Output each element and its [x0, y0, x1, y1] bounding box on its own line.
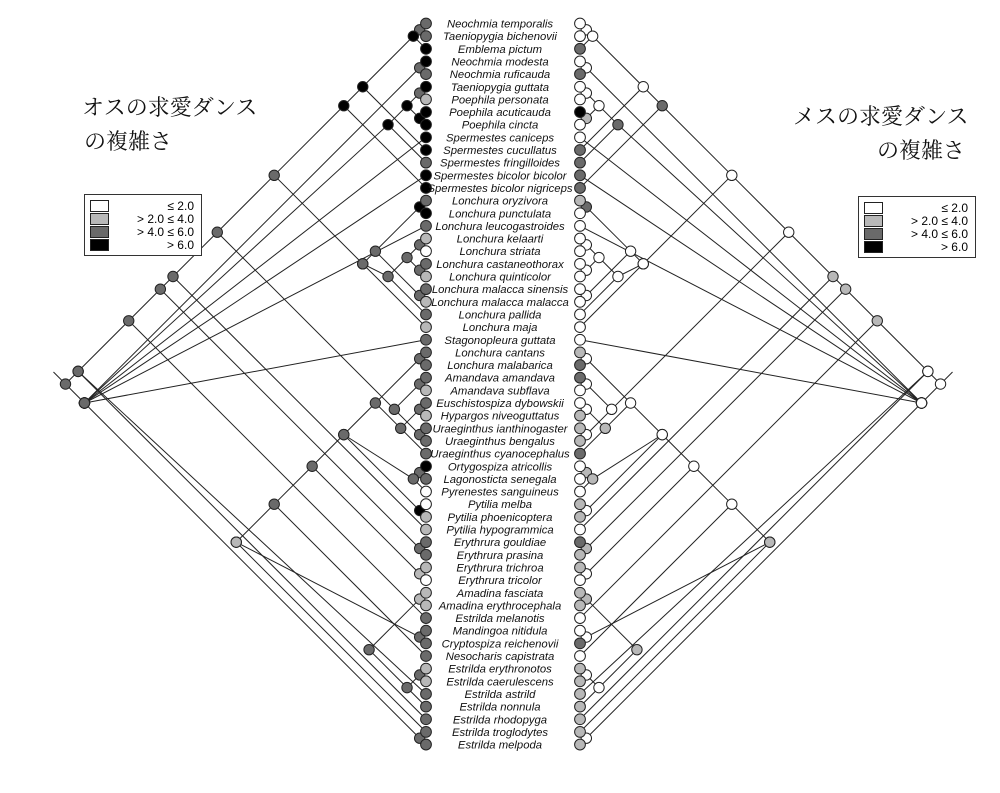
- female-leaf-node: [575, 157, 586, 168]
- male-leaf-node: [421, 587, 432, 598]
- female-leaf-node: [575, 195, 586, 206]
- female-internal-node: [632, 644, 642, 654]
- female-internal-node: [594, 101, 604, 111]
- male-branch: [274, 106, 344, 176]
- female-internal-node: [625, 398, 635, 408]
- species-label: Mandingoa nitidula: [452, 625, 548, 638]
- male-leaf-node: [421, 195, 432, 206]
- male-leaf-node: [421, 334, 432, 345]
- female-internal-node: [784, 227, 794, 237]
- male-title: [82, 92, 257, 160]
- female-leaf-node: [575, 233, 586, 244]
- male-internal-node: [60, 379, 70, 389]
- male-branch: [236, 542, 419, 637]
- species-label: Estrilda nonnula: [459, 701, 541, 714]
- legend-row: [90, 199, 194, 212]
- male-internal-node: [402, 101, 412, 111]
- female-internal-node: [923, 366, 933, 376]
- species-label: Lonchura striata: [459, 246, 541, 259]
- male-branch: [78, 371, 426, 719]
- male-branch: [129, 321, 426, 618]
- legend-row: [864, 214, 968, 227]
- male-internal-node: [269, 170, 279, 180]
- male-leaf-node: [421, 296, 432, 307]
- female-leaf-node: [575, 549, 586, 560]
- female-leaf-node: [575, 31, 586, 42]
- species-label: Poephila cincta: [461, 119, 539, 132]
- female-internal-node: [765, 537, 775, 547]
- female-branch: [877, 321, 928, 372]
- male-branch: [217, 175, 274, 232]
- female-leaf-node: [575, 385, 586, 396]
- male-leaf-node: [421, 271, 432, 282]
- male-branch: [129, 289, 161, 321]
- male-leaf-node: [421, 727, 432, 738]
- female-branch: [580, 371, 928, 719]
- legend-swatch: [864, 228, 883, 240]
- female-branch: [846, 289, 878, 321]
- male-branch: [312, 435, 344, 467]
- male-title-line-2: の複雑さ: [84, 130, 173, 155]
- female-internal-node: [657, 101, 667, 111]
- female-leaf-node: [575, 600, 586, 611]
- male-internal-node: [408, 31, 418, 41]
- female-leaf-node: [575, 296, 586, 307]
- male-leaf-node: [421, 322, 432, 333]
- legend-row: [864, 201, 968, 214]
- species-label: Poephila personata: [451, 94, 549, 107]
- male-branch: [375, 207, 419, 251]
- species-label: Lonchura oryzivora: [451, 195, 549, 208]
- species-label: Estrilda troglodytes: [451, 726, 549, 739]
- female-leaf-node: [575, 638, 586, 649]
- female-internal-node: [613, 120, 623, 130]
- female-leaf-node: [575, 183, 586, 194]
- female-internal-node: [916, 398, 926, 408]
- male-leaf-node: [421, 486, 432, 497]
- legend-label: ≤ 2.0: [941, 200, 968, 215]
- species-label: Neochmia temporalis: [446, 18, 554, 31]
- species-label: Estrilda erythronotos: [448, 663, 552, 676]
- species-label: Lonchura malacca malacca: [431, 296, 569, 309]
- female-leaf-node: [575, 284, 586, 295]
- female-leaf-node: [575, 436, 586, 447]
- female-branch: [586, 207, 630, 251]
- female-leaf-node: [575, 81, 586, 92]
- male-leaf-node: [421, 549, 432, 560]
- male-internal-node: [155, 284, 165, 294]
- female-leaf-node: [575, 56, 586, 67]
- male-leaf-node: [421, 461, 432, 472]
- male-internal-node: [370, 398, 380, 408]
- female-internal-node: [587, 31, 597, 41]
- legend-label: > 6.0: [940, 239, 968, 254]
- female-leaf-node: [575, 170, 586, 181]
- species-label: Taeniopygia bichenovii: [443, 31, 557, 44]
- female-leaf-node: [575, 94, 586, 105]
- species-label: Amandava subflava: [450, 385, 550, 398]
- species-label: Spermestes bicolor bicolor: [433, 170, 567, 183]
- female-internal-node: [689, 461, 699, 471]
- species-label: Lonchura quinticolor: [449, 271, 551, 284]
- female-leaf-node: [575, 537, 586, 548]
- female-leaf-node: [575, 613, 586, 624]
- female-leaf-node: [575, 524, 586, 535]
- female-leaf-node: [575, 474, 586, 485]
- species-label: Euschistospiza dybowskii: [436, 398, 564, 410]
- male-leaf-node: [421, 600, 432, 611]
- female-internal-node: [587, 474, 597, 484]
- legend-label: > 2.0 ≤ 4.0: [911, 213, 968, 228]
- legend-row: [90, 212, 194, 225]
- male-branch: [344, 435, 414, 479]
- female-leaf-node: [575, 43, 586, 54]
- species-label: Lonchura pallida: [458, 309, 542, 322]
- male-leaf-node: [421, 360, 432, 371]
- female-leaf-node: [575, 461, 586, 472]
- species-label: Stagonopleura guttata: [444, 334, 556, 347]
- male-leaf-node: [421, 107, 432, 118]
- female-branch: [580, 340, 922, 403]
- female-branch: [580, 321, 877, 618]
- male-leaf-node: [421, 31, 432, 42]
- male-leaf-node: [421, 625, 432, 636]
- legend-swatch: [90, 239, 109, 251]
- female-branch: [789, 232, 833, 276]
- female-leaf-node: [575, 309, 586, 320]
- legend-row: [864, 240, 968, 253]
- female-title-line-1: メスの求愛ダンス: [793, 105, 969, 130]
- female-internal-node: [638, 259, 648, 269]
- male-branch: [78, 321, 129, 372]
- male-leaf-node: [421, 43, 432, 54]
- male-legend: [84, 194, 202, 256]
- species-label: Lonchura kelaarti: [456, 233, 544, 246]
- female-leaf-node: [575, 625, 586, 636]
- female-leaf-node: [575, 739, 586, 750]
- male-internal-node: [307, 461, 317, 471]
- male-branch: [363, 36, 414, 87]
- species-label: Amadina fasciata: [456, 587, 544, 600]
- male-leaf-node: [421, 221, 432, 232]
- female-leaf-node: [575, 322, 586, 333]
- male-internal-node: [124, 316, 134, 326]
- male-leaf-node: [421, 284, 432, 295]
- legend-label: ≤ 2.0: [167, 198, 194, 213]
- male-title-line-1: オスの求愛ダンス: [82, 96, 258, 121]
- legend-swatch: [864, 215, 883, 227]
- species-label: Lonchura leucogastroides: [435, 220, 565, 233]
- species-label: Estrilda caerulescens: [446, 676, 554, 689]
- male-leaf-node: [421, 94, 432, 105]
- male-internal-node: [408, 474, 418, 484]
- male-branch: [344, 435, 420, 511]
- male-leaf-node: [421, 511, 432, 522]
- female-branch: [631, 403, 663, 435]
- female-branch: [593, 36, 644, 87]
- female-internal-node: [840, 284, 850, 294]
- female-leaf-node: [575, 372, 586, 383]
- female-leaf-node: [575, 689, 586, 700]
- male-internal-node: [358, 82, 368, 92]
- female-internal-node: [638, 82, 648, 92]
- species-label: Amandava amandava: [445, 372, 555, 385]
- male-internal-node: [269, 499, 279, 509]
- species-label: Uraeginthus bengalus: [445, 435, 555, 448]
- male-internal-node: [168, 271, 178, 281]
- legend-swatch: [864, 202, 883, 214]
- species-label: Poephila acuticauda: [449, 107, 551, 120]
- male-leaf-node: [421, 132, 432, 143]
- legend-row: [90, 238, 194, 251]
- species-label: Lonchura punctulata: [448, 208, 552, 221]
- female-branch: [586, 289, 845, 548]
- female-branch: [662, 435, 694, 467]
- female-leaf-node: [575, 246, 586, 257]
- legend-label: > 4.0 ≤ 6.0: [911, 226, 968, 241]
- species-label: Neochmia modesta: [451, 56, 549, 69]
- female-leaf-node: [575, 18, 586, 29]
- species-label: Hypargos niveoguttatus: [440, 410, 560, 423]
- male-leaf-node: [421, 423, 432, 434]
- male-internal-node: [402, 252, 412, 262]
- female-internal-node: [606, 404, 616, 414]
- species-label: Cryptospiza reichenovii: [441, 638, 559, 651]
- male-branch: [344, 403, 376, 435]
- female-internal-node: [828, 271, 838, 281]
- female-leaf-node: [575, 398, 586, 409]
- female-leaf-node: [575, 663, 586, 674]
- male-internal-node: [396, 423, 406, 433]
- male-leaf-node: [421, 676, 432, 687]
- male-leaf-node: [421, 18, 432, 29]
- legend-label: > 4.0 ≤ 6.0: [137, 224, 194, 239]
- female-branch: [586, 542, 769, 637]
- female-leaf-node: [575, 132, 586, 143]
- species-label: Taeniopygia guttata: [450, 81, 550, 94]
- female-branch: [586, 435, 662, 511]
- species-label: Spermestes fringilloides: [440, 157, 560, 170]
- legend-swatch: [864, 241, 883, 253]
- species-label: Estrilda melanotis: [455, 613, 545, 626]
- species-label: Erythrura prasina: [456, 549, 544, 562]
- male-leaf-node: [421, 663, 432, 674]
- legend-swatch: [90, 213, 109, 225]
- female-leaf-node: [575, 486, 586, 497]
- legend-label: > 6.0: [166, 237, 194, 252]
- legend-swatch: [90, 226, 109, 238]
- species-label: Spermestes caniceps: [446, 132, 554, 145]
- male-leaf-node: [421, 499, 432, 510]
- male-leaf-node: [421, 208, 432, 219]
- species-label: Lonchura malabarica: [447, 360, 553, 373]
- male-leaf-node: [421, 170, 432, 181]
- male-leaf-node: [421, 474, 432, 485]
- male-leaf-node: [421, 309, 432, 320]
- female-leaf-node: [575, 423, 586, 434]
- legend-swatch: [90, 200, 109, 212]
- species-label: Pyrenestes sanguineus: [441, 486, 559, 499]
- species-label: Uraeginthus cyanocephalus: [430, 448, 570, 461]
- male-leaf-node: [421, 436, 432, 447]
- male-internal-node: [73, 366, 83, 376]
- female-title: [793, 101, 969, 169]
- legend-row: [864, 227, 968, 240]
- legend-row: [90, 225, 194, 238]
- male-leaf-node: [421, 537, 432, 548]
- legend-label: > 2.0 ≤ 4.0: [137, 211, 194, 226]
- male-internal-node: [212, 227, 222, 237]
- male-leaf-node: [421, 613, 432, 624]
- male-leaf-node: [421, 119, 432, 130]
- male-internal-node: [383, 120, 393, 130]
- female-leaf-node: [575, 258, 586, 269]
- female-internal-node: [613, 271, 623, 281]
- female-leaf-node: [575, 727, 586, 738]
- male-internal-node: [383, 271, 393, 281]
- male-branch: [84, 403, 419, 738]
- male-internal-node: [370, 246, 380, 256]
- male-internal-node: [79, 398, 89, 408]
- female-leaf-node: [575, 575, 586, 586]
- female-leaf-node: [575, 587, 586, 598]
- male-branch: [84, 340, 426, 403]
- species-label: Ortygospiza atricollis: [447, 461, 553, 474]
- species-label: Lonchura maja: [462, 322, 538, 335]
- male-leaf-node: [421, 56, 432, 67]
- male-leaf-node: [421, 562, 432, 573]
- male-leaf-node: [421, 524, 432, 535]
- female-branch: [580, 542, 770, 732]
- male-internal-node: [231, 537, 241, 547]
- male-leaf-node: [421, 258, 432, 269]
- male-branch: [236, 542, 426, 732]
- species-label: Estrilda rhodopyga: [452, 714, 548, 727]
- male-leaf-node: [421, 739, 432, 750]
- female-leaf-node: [575, 334, 586, 345]
- species-label: Lagonosticta senegala: [443, 473, 557, 486]
- female-leaf-node: [575, 714, 586, 725]
- female-leaf-node: [575, 360, 586, 371]
- species-label: Erythrura tricolor: [458, 575, 542, 588]
- male-internal-node: [364, 644, 374, 654]
- female-internal-node: [935, 379, 945, 389]
- female-branch: [662, 106, 732, 176]
- male-branch: [84, 125, 388, 403]
- female-internal-node: [594, 682, 604, 692]
- male-leaf-node: [421, 81, 432, 92]
- female-leaf-node: [575, 347, 586, 358]
- female-leaf-node: [575, 410, 586, 421]
- female-leaf-node: [575, 221, 586, 232]
- female-internal-node: [625, 246, 635, 256]
- female-leaf-node: [575, 208, 586, 219]
- species-label: Pytilia hypogrammica: [446, 524, 554, 537]
- female-leaf-node: [575, 119, 586, 130]
- species-label: Neochmia ruficauda: [449, 69, 551, 82]
- female-internal-node: [600, 423, 610, 433]
- male-leaf-node: [421, 638, 432, 649]
- species-label: Lonchura malacca sinensis: [431, 284, 569, 297]
- species-label: Spermestes cucullatus: [443, 145, 557, 157]
- species-label: Emblema pictum: [457, 43, 543, 56]
- male-leaf-node: [421, 372, 432, 383]
- male-internal-node: [339, 429, 349, 439]
- species-label: Pytilia melba: [467, 499, 533, 512]
- species-labels: [427, 19, 572, 752]
- male-leaf-node: [421, 385, 432, 396]
- female-title-line-2: の複雑さ: [877, 139, 966, 164]
- female-leaf-node: [575, 651, 586, 662]
- species-label: Spermestes bicolor nigriceps: [427, 182, 573, 195]
- female-internal-node: [657, 429, 667, 439]
- male-leaf-node: [421, 714, 432, 725]
- species-label: Erythrura trichroa: [456, 562, 544, 575]
- female-internal-node: [727, 170, 737, 180]
- female-legend: [858, 196, 976, 258]
- female-leaf-node: [575, 562, 586, 573]
- male-internal-node: [358, 259, 368, 269]
- female-leaf-node: [575, 145, 586, 156]
- male-leaf-node: [421, 157, 432, 168]
- male-branch: [274, 504, 426, 656]
- male-leaf-node: [421, 69, 432, 80]
- species-label: Lonchura cantans: [455, 347, 545, 360]
- male-leaf-node: [421, 689, 432, 700]
- male-leaf-node: [421, 347, 432, 358]
- male-internal-node: [402, 682, 412, 692]
- female-branch: [580, 504, 732, 656]
- species-label: Erythrura gouldiae: [453, 537, 547, 550]
- female-leaf-node: [575, 499, 586, 510]
- male-leaf-node: [421, 145, 432, 156]
- female-leaf-node: [575, 69, 586, 80]
- female-internal-node: [594, 252, 604, 262]
- female-leaf-node: [575, 271, 586, 282]
- female-leaf-node: [575, 511, 586, 522]
- male-leaf-node: [421, 651, 432, 662]
- male-leaf-node: [421, 246, 432, 257]
- female-leaf-node: [575, 701, 586, 712]
- male-leaf-node: [421, 398, 432, 409]
- female-branch: [593, 435, 663, 479]
- female-leaf-node: [575, 107, 586, 118]
- female-branch: [586, 403, 921, 738]
- species-label: Amadina erythrocephala: [438, 600, 562, 613]
- female-internal-node: [872, 316, 882, 326]
- male-leaf-node: [421, 701, 432, 712]
- species-label: Uraeginthus ianthinogaster: [432, 423, 568, 436]
- male-branch: [160, 289, 419, 548]
- species-label: Pytilia phoenicoptera: [447, 511, 553, 524]
- species-label: Lonchura castaneothorax: [436, 258, 564, 271]
- species-label: Estrilda astrild: [464, 688, 536, 701]
- male-internal-node: [339, 101, 349, 111]
- female-internal-node: [727, 499, 737, 509]
- male-leaf-node: [421, 410, 432, 421]
- female-branch: [732, 175, 789, 232]
- species-label: Estrilda melpoda: [457, 739, 543, 752]
- male-internal-node: [389, 404, 399, 414]
- species-label: Nesocharis capistrata: [445, 651, 555, 663]
- female-leaf-node: [575, 448, 586, 459]
- male-leaf-node: [421, 575, 432, 586]
- female-leaf-node: [575, 676, 586, 687]
- male-leaf-node: [421, 233, 432, 244]
